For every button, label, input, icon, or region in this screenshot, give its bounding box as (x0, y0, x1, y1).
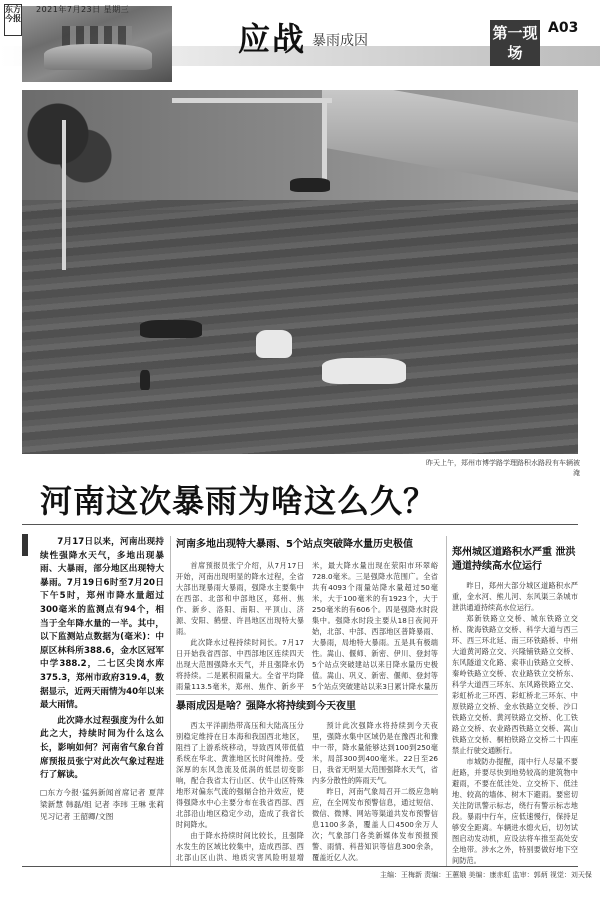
main-headline: 河南这次暴雨为啥这么久？ (40, 482, 437, 520)
section-heading-2: 暴雨成因是啥？强降水将持续到今天夜里 (176, 701, 356, 712)
lead-paragraph-2: 此次降水过程强度为什么如此之大，持续时间为什么这么长，影响如何？河南省气象台首席预报员张宁对此次气象过程进行了解读。 (40, 715, 164, 781)
byline: □东方今报·猛犸新闻首席记者 夏萍 梁新慧 韩磊/组 记者 李玮 王琳 张莉 见习记者 王韶卿/文图 (40, 787, 164, 821)
photo-car (322, 358, 406, 384)
photo-car (140, 320, 202, 338)
photo-car (290, 178, 330, 192)
lead-marker (22, 534, 28, 556)
header-rescue-photo (22, 6, 172, 82)
page-title: 应战 (238, 20, 307, 58)
photo-floodwater (22, 200, 578, 454)
issue-date: 2021年7月23日 星期三 (36, 5, 130, 14)
headline-divider (22, 524, 578, 525)
page-number: A03 (548, 20, 579, 36)
lead-paragraph: 7月17日以来，河南出现持续性强降水天气，多地出现暴雨、大暴雨，部分地区出现特大暴雨。7月19日6时至7月20日下午5时，郑州市降水量超过300毫米的监测点有94个，相当于全年降水量的一半。其中，以下监测站点数据为(毫米)：中原区林科所388.6，金水区冠军中学388.2，二七区尖岗水库375.3，郑州市政府319.4，数据显示，近两天雨情为40年以来最大雨情。 (40, 537, 164, 711)
article-paragraph: 昨日，河南气象局召开二级应急响应，在全网发布预警信息，通过短信、微信、微博、网站等渠道共发布预警信息1100多条，覆盖人口4500余万人次；气象部门各类新媒体发布预报预警、雨情、科普知识等信息300余条，覆盖近亿人次。 (312, 787, 438, 862)
photo-trees (22, 90, 112, 200)
article-column (312, 720, 438, 864)
section-divider (176, 694, 438, 695)
rescue-boat (44, 44, 152, 70)
photo-car (256, 330, 292, 358)
article-column (176, 560, 304, 692)
lead-column (40, 536, 164, 823)
footer-divider (22, 866, 578, 867)
flood-photo (22, 90, 578, 454)
editor-credits: 主编：王梅新 责编：王蕙娥 美编：康赤虹 监审：郭炳 视觉：刘天保 (380, 871, 592, 879)
article-paragraph: 米，最大降水量出现在荥阳市环翠峪728.0毫米。三是强降水范围广。全省共有4093个雨量站降水量超过50毫米，大于100毫米的有1923个，大于250毫米的有606个。四是强降水时段集中。强降水时段主要从18日夜间开始，北部、中部、西部地区普降暴雨、大暴雨，局地特大暴雨。五是具有极端性。嵩山、偃师、新密、伊川、登封等5个站点突破建站以来日降水量历史极值。嵩山、巩义、新密、偃师、登封等5个站点突破建站以来3日累计降水量历 (312, 561, 438, 691)
article-paragraph: 首席预报员张宁介绍，从7月17日开始，河南出现明显的降水过程，全省大部出现暴雨大暴雨，强降水主要集中在西部、北部和中部地区，郑州、焦作、新乡、洛阳、南阳、平顶山、济源、安阳、鹤壁、许昌地区出现特大暴雨。 (176, 561, 304, 636)
photo-signpost (322, 98, 327, 190)
masthead (0, 0, 600, 88)
article-paragraph: 西太平洋副热带高压和大陆高压分别稳定维持在日本海和我国西北地区，阻挡了上游系统移动，导致西风带低值系统在华北、黄淮地区长时间维持。受深厚的东风急流及低涡的低层切变影响，配合我省太行山区、伏牛山区特殊地形对偏东气流的强辐合抬升效应，使得强降水中心主要分布在我省西部、西北部沿山地区稳定少动，造成了我省长时间降水。 (176, 721, 304, 829)
page-subtitle: 暴雨成因 (312, 33, 368, 49)
article-paragraph: 此次降水过程持续时间长。7月17日开始我省西部、中西部地区连续四天出现大范围强降水天气，并且强降水仍将持续。二是累积雨量大。全省平均降雨量113.5毫米，郑州、焦作、新乡平 (176, 638, 304, 691)
article-paragraph: 郑新铁路立交桥、城东铁路立交桥、陇海铁路立交桥、科学大道与西三环、西三环北延、南三环铁路桥、中州大道黄河路立交、兴隆铺铁路立交桥、东风隧道文化路、索菲山铁路立交桥、秦岭铁路立交桥、农业路铁立交桥东、科学大道西三环东、东风路铁路立交、彩虹桥北三环西、彩虹桥北三环东、中原铁路立交桥、金水铁路立交桥、沙口铁路立交桥、黄河铁路立交桥、化工铁路立交桥、农业路西铁路立交桥、嵩山铁路立交桥、桐柏铁路立交桥二十四座禁止行驶交通断行。 (452, 614, 578, 755)
article-paragraph: 市城防办提醒，雨中行人尽量不要赶路，并要尽快到地势较高的建筑物中避雨，不要在低洼处、立交桥下、低洼地、较高的墙体、树木下避雨。要密切关注防讯警示标志，绕行有警示标志地段。暴雨中行车，应低速慢行，保持足够安全距离。车辆进水熄火后，切勿试图启动发动机，应设法将车推至高处安全地带。涉水之外，特别要做好地下空间防范。 (452, 757, 578, 864)
photo-lamp-pole (62, 120, 66, 270)
newspaper-logo: 东方今报 (4, 4, 22, 36)
article-column (312, 560, 438, 692)
column-divider (170, 536, 171, 866)
column-divider (446, 536, 447, 866)
article-paragraph: 预计此次强降水将持续到今天夜里，强降水集中区域仍是在豫西北和豫中一带，降水量能够达到100到250毫米，局部300到400毫米。22日至26日，我省无明显大范围强降水天气，省内多分散性的阵雨天气。 (312, 721, 438, 785)
section-heading-3: 郑州城区道路积水严重 泄洪通道持续高水位运行 (452, 547, 576, 572)
photo-signpost-arm (172, 98, 332, 103)
article-column (452, 580, 578, 864)
photo-pedestrian (140, 370, 150, 390)
section-heading-1: 河南多地出现特大暴雨、5个站点突破降水量历史极值 (176, 539, 413, 550)
article-column (176, 720, 304, 864)
section-badge: 第一现场 (490, 20, 540, 66)
article-paragraph: 由于降水持续时间比较长，且强降水发生的区域比较集中，造成西部、西北部山区山洪、地质灾害风险明显增 (176, 831, 304, 862)
article-paragraph: 昨日，郑州大部分城区道路积水严重，金水河、熊儿河、东风渠三条城市泄洪通道持续高水位运行。 (452, 581, 578, 612)
photo-caption: 昨天上午，郑州市博学路学理路积水路段有车辆被淹 (426, 459, 580, 477)
